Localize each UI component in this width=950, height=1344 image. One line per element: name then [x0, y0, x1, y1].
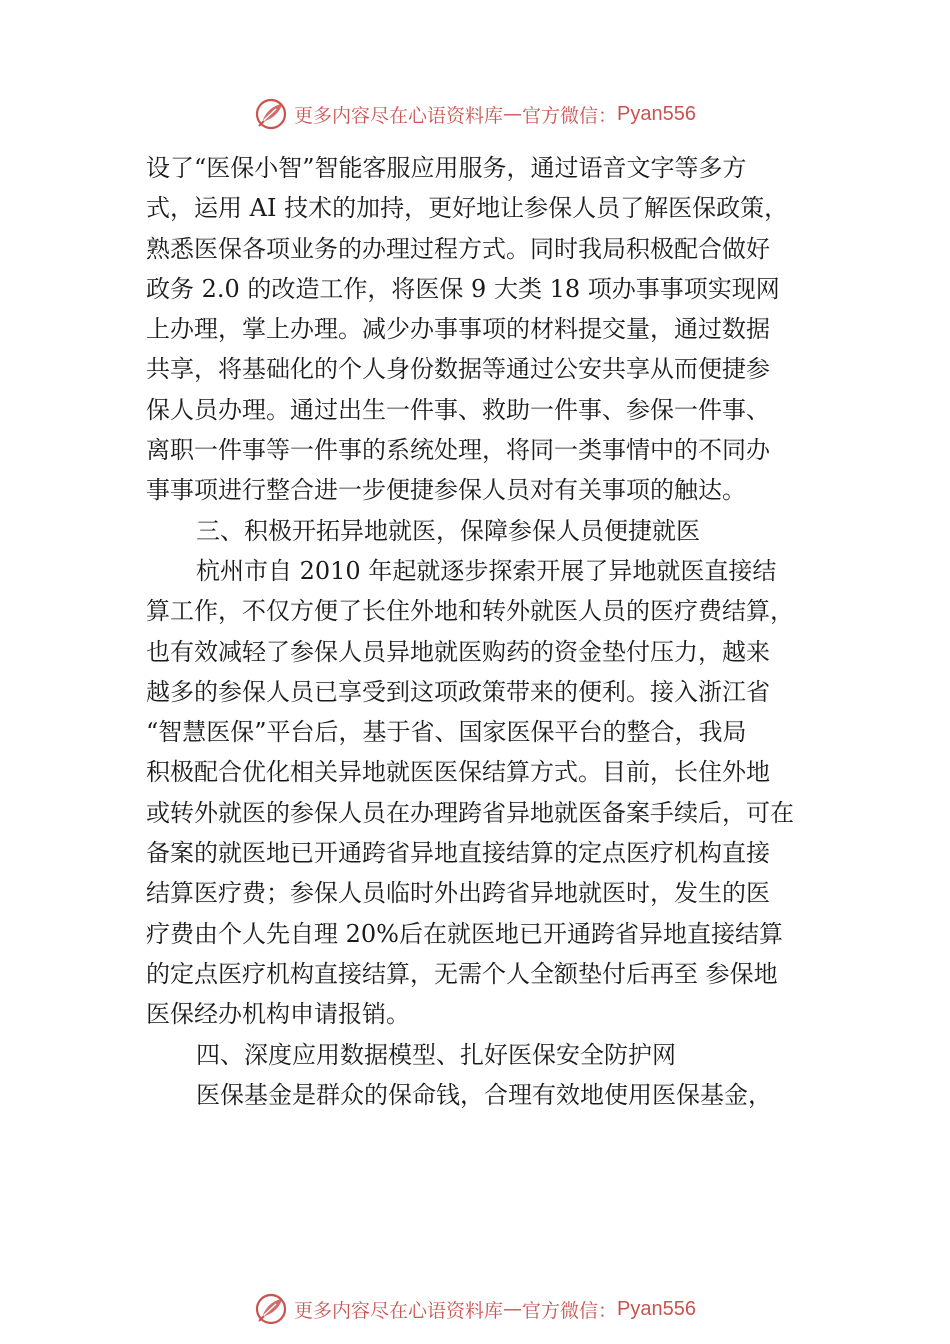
watermark-wechat-id: Pyan556: [617, 102, 696, 125]
section-heading-4: 四、深度应用数据模型、扎好医保安全防护网: [196, 1040, 676, 1069]
body-line: 的定点医疗机构直接结算，无需个人全额垫付后再至 参保地: [146, 959, 778, 988]
watermark-wechat-label: 官方微信：: [522, 1299, 618, 1322]
watermark-wechat-label: 官方微信：: [522, 104, 618, 127]
body-line: 共享，将基础化的个人身份数据等通过公安共享从而便捷参: [146, 355, 770, 384]
body-line: 保人员办理。通过出生一件事、救助一件事、参保一件事、: [146, 395, 770, 424]
leaf-pen-logo-icon: [254, 1292, 288, 1326]
body-line: “智慧医保”平台后，基于省、国家医保平台的整合，我局: [146, 718, 747, 747]
body-line: 疗费由个人先自理 20%后在就医地已开通跨省异地直接结算: [146, 919, 783, 948]
watermark-wechat-id: Pyan556: [617, 1297, 696, 1320]
body-line: 积极配合优化相关异地就医医保结算方式。目前，长住外地: [146, 758, 770, 787]
body-line: 越多的参保人员已享受到这项政策带来的便利。接入浙江省: [146, 677, 770, 706]
body-line: 熟悉医保各项业务的办理过程方式。同时我局积极配合做好: [146, 234, 770, 263]
leaf-pen-logo-icon: [254, 97, 288, 131]
footer-watermark: [0, 1291, 950, 1327]
watermark-separator: —: [503, 1298, 523, 1320]
section-heading-3: 三、积极开拓异地就医，保障参保人员便捷就医: [196, 516, 700, 545]
body-line: 式，运用 AI 技术的加持，更好地让参保人员了解医保政策，: [146, 194, 789, 223]
body-line: 离职一件事等一件事的系统处理，将同一类事情中的不同办: [146, 436, 770, 465]
watermark-separator: —: [503, 103, 523, 125]
body-line: 事事项进行整合进一步便捷参保人员对有关事项的触达。: [146, 476, 746, 505]
body-line: 结算医疗费；参保人员临时外出跨省异地就医时，发生的医: [146, 879, 770, 908]
body-line: 或转外就医的参保人员在办理跨省异地就医备案手续后，可在: [146, 798, 794, 827]
watermark-title: 更多内容尽在心语资料库: [294, 104, 504, 127]
body-line: 设了“医保小智”智能客服应用服务，通过语音文字等多方: [146, 154, 747, 182]
body-line: 备案的就医地已开通跨省异地直接结算的定点医疗机构直接: [146, 839, 770, 868]
paragraph-start: 杭州市自 2010 年起就逐步探索开展了异地就医直接结: [196, 556, 777, 585]
body-line: 医保经办机构申请报销。: [146, 1000, 410, 1029]
document-body: [146, 148, 836, 1115]
paragraph-start: 医保基金是群众的保命钱，合理有效地使用医保基金，: [196, 1080, 772, 1109]
body-line: 算工作，不仅方便了长住外地和转外就医人员的医疗费结算，: [146, 597, 794, 626]
body-line: 政务 2.0 的改造工作，将医保 9 大类 18 项办事事项实现网: [146, 274, 780, 303]
body-line: 上办理，掌上办理。减少办事事项的材料提交量，通过数据: [146, 315, 770, 344]
header-watermark: [0, 96, 950, 132]
body-line: 也有效减轻了参保人员异地就医购药的资金垫付压力，越来: [146, 637, 770, 666]
watermark-title: 更多内容尽在心语资料库: [294, 1299, 504, 1322]
